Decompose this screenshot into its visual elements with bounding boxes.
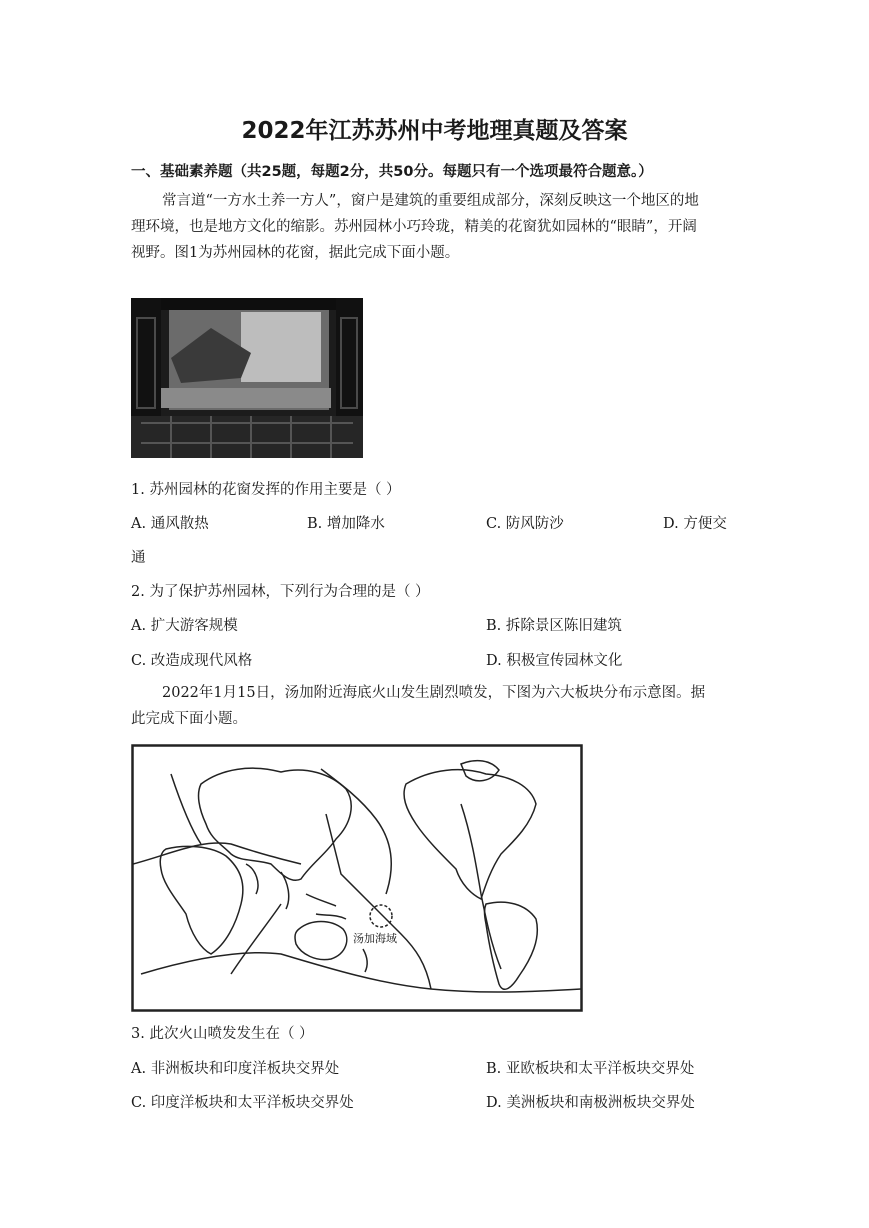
intro2-line1: 2022年1月15日，汤加附近海底火山发生剧烈喷发，下图为六大板块分布示意图。据 bbox=[162, 685, 706, 701]
question-2-option-d: D. 积极宣传园林文化 bbox=[486, 653, 623, 669]
intro2-line2: 此完成下面小题。 bbox=[131, 711, 247, 727]
question-2-stem: 2. 为了保护苏州园林，下列行为合理的是（ ） bbox=[131, 584, 430, 600]
garden-window-photo bbox=[131, 298, 363, 458]
question-1-option-a: A. 通风散热 bbox=[131, 516, 209, 532]
question-3-option-d: D. 美洲板块和南极洲板块交界处 bbox=[486, 1095, 695, 1111]
intro-paragraph-2 bbox=[131, 680, 743, 732]
question-2-option-a: A. 扩大游客规模 bbox=[131, 618, 238, 634]
question-1-option-d-wrap: 通 bbox=[131, 550, 146, 566]
question-1-option-b: B. 增加降水 bbox=[307, 516, 385, 532]
section-heading: 一、基础素养题（共25题，每题2分，共50分。每题只有一个选项最符合题意。） bbox=[131, 164, 653, 180]
question-1-option-c: C. 防风防沙 bbox=[486, 516, 564, 532]
question-2-option-b: B. 拆除景区陈旧建筑 bbox=[486, 618, 622, 634]
question-3-option-b: B. 亚欧板块和太平洋板块交界处 bbox=[486, 1061, 695, 1077]
intro1-line1: 常言道“一方水土养一方人”，窗户是建筑的重要组成部分，深刻反映这一个地区的地 bbox=[162, 193, 699, 209]
tonga-sea-label: 汤加海域 bbox=[353, 932, 397, 945]
page-title: 2022年江苏苏州中考地理真题及答案 bbox=[241, 118, 628, 144]
question-2-option-c: C. 改造成现代风格 bbox=[131, 653, 253, 669]
intro1-line2: 理环境，也是地方文化的缩影。苏州园林小巧玲珑，精美的花窗犹如园林的“眼睛”，开阔 bbox=[131, 219, 697, 235]
question-1-stem: 1. 苏州园林的花窗发挥的作用主要是（ ） bbox=[131, 482, 401, 498]
intro-paragraph-1 bbox=[131, 188, 743, 266]
question-3-option-c: C. 印度洋板块和太平洋板块交界处 bbox=[131, 1095, 354, 1111]
intro1-line3: 视野。图1为苏州园林的花窗，据此完成下面小题。 bbox=[131, 245, 460, 261]
question-3-option-a: A. 非洲板块和印度洋板块交界处 bbox=[131, 1061, 340, 1077]
question-1-option-d: D. 方便交 bbox=[663, 516, 727, 532]
question-3-stem: 3. 此次火山喷发发生在（ ） bbox=[131, 1026, 314, 1042]
plate-distribution-map bbox=[131, 744, 583, 1012]
